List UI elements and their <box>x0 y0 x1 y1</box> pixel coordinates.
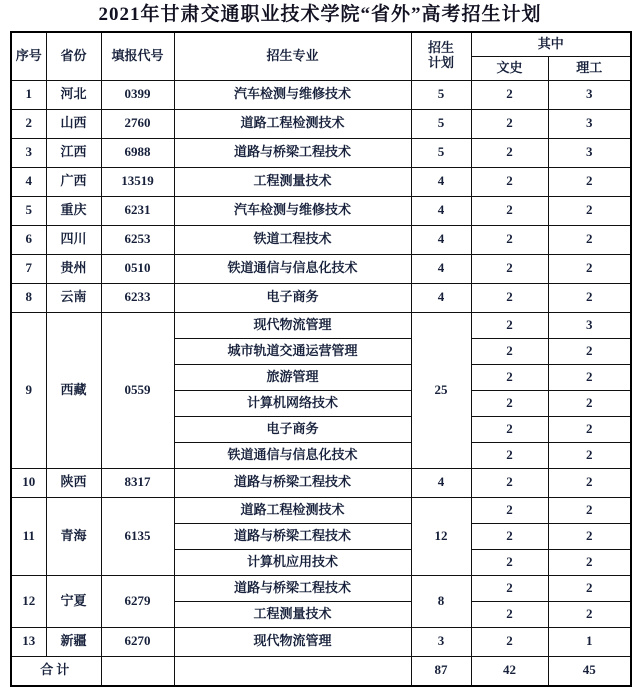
table-row <box>11 468 631 497</box>
cell-liberal: 2 <box>471 167 548 196</box>
cell-index: 11 <box>11 497 46 575</box>
cell-index: 12 <box>11 575 46 627</box>
cell-major: 道路工程检测技术 <box>174 109 411 138</box>
cell-liberal: 2 <box>471 283 548 312</box>
cell-major: 城市轨道交通运营管理 <box>174 338 411 364</box>
cell-province: 四川 <box>46 225 101 254</box>
cell-major: 工程测量技术 <box>174 601 411 627</box>
cell-code: 0399 <box>101 80 174 109</box>
cell-plan: 8 <box>411 575 471 627</box>
cell-plan: 4 <box>411 196 471 225</box>
column-header-plan-line2: 计划 <box>427 55 454 71</box>
cell-major: 铁道通信与信息化技术 <box>174 254 411 283</box>
cell-province: 陕西 <box>46 468 101 497</box>
cell-index: 9 <box>11 312 46 468</box>
cell-major: 现代物流管理 <box>174 627 411 656</box>
cell-science: 2 <box>548 575 631 601</box>
cell-science: 3 <box>548 109 631 138</box>
cell-index: 2 <box>11 109 46 138</box>
cell-code: 0510 <box>101 254 174 283</box>
cell-liberal: 2 <box>471 338 548 364</box>
column-header-plan-line1: 招生 <box>427 40 454 56</box>
cell-major: 道路与桥梁工程技术 <box>174 138 411 167</box>
cell-liberal: 2 <box>471 390 548 416</box>
cell-liberal: 2 <box>471 442 548 468</box>
cell-index: 4 <box>11 167 46 196</box>
cell-index: 1 <box>11 80 46 109</box>
cell-code: 6231 <box>101 196 174 225</box>
cell-plan: 4 <box>411 254 471 283</box>
cell-science: 2 <box>548 283 631 312</box>
cell-major: 道路工程检测技术 <box>174 497 411 523</box>
cell-province: 西藏 <box>46 312 101 468</box>
cell-liberal: 2 <box>471 225 548 254</box>
cell-total-science: 45 <box>548 656 631 686</box>
cell-major: 现代物流管理 <box>174 312 411 338</box>
cell-major: 计算机应用技术 <box>174 549 411 575</box>
cell-liberal: 2 <box>471 312 548 338</box>
cell-major: 铁道工程技术 <box>174 225 411 254</box>
cell-major: 铁道通信与信息化技术 <box>174 442 411 468</box>
cell-science: 2 <box>548 254 631 283</box>
cell-science: 2 <box>548 549 631 575</box>
cell-plan: 5 <box>411 109 471 138</box>
cell-code: 6988 <box>101 138 174 167</box>
cell-index: 13 <box>11 627 46 656</box>
column-header-plan <box>411 32 471 80</box>
table-row <box>11 283 631 312</box>
cell-province: 宁夏 <box>46 575 101 627</box>
cell-index: 5 <box>11 196 46 225</box>
cell-code: 6279 <box>101 575 174 627</box>
table-row <box>11 225 631 254</box>
cell-total-label: 合计 <box>11 656 101 686</box>
cell-liberal: 2 <box>471 109 548 138</box>
cell-province: 江西 <box>46 138 101 167</box>
cell-code: 2760 <box>101 109 174 138</box>
cell-code: 0559 <box>101 312 174 468</box>
cell-province: 广西 <box>46 167 101 196</box>
table-row <box>11 627 631 656</box>
column-header-major: 招生专业 <box>174 32 411 80</box>
column-header-among: 其中 <box>471 32 631 56</box>
cell-code: 6270 <box>101 627 174 656</box>
cell-liberal: 2 <box>471 497 548 523</box>
cell-science: 3 <box>548 138 631 167</box>
cell-province: 河北 <box>46 80 101 109</box>
cell-liberal: 2 <box>471 468 548 497</box>
cell-liberal: 2 <box>471 138 548 167</box>
cell-science: 2 <box>548 338 631 364</box>
cell-code: 6253 <box>101 225 174 254</box>
cell-code: 6135 <box>101 497 174 575</box>
cell-major: 道路与桥梁工程技术 <box>174 575 411 601</box>
cell-major: 汽车检测与维修技术 <box>174 196 411 225</box>
cell-plan: 25 <box>411 312 471 468</box>
cell-science: 3 <box>548 312 631 338</box>
table-row <box>11 138 631 167</box>
cell-province: 青海 <box>46 497 101 575</box>
cell-major: 汽车检测与维修技术 <box>174 80 411 109</box>
cell-major: 道路与桥梁工程技术 <box>174 468 411 497</box>
table-row <box>11 312 631 338</box>
cell-plan: 5 <box>411 138 471 167</box>
column-header-province: 省份 <box>46 32 101 80</box>
cell-index: 3 <box>11 138 46 167</box>
cell-science: 2 <box>548 601 631 627</box>
column-header-index: 序号 <box>11 32 46 80</box>
table-container <box>0 31 640 687</box>
cell-index: 8 <box>11 283 46 312</box>
cell-province: 重庆 <box>46 196 101 225</box>
cell-code: 6233 <box>101 283 174 312</box>
cell-province: 山西 <box>46 109 101 138</box>
column-header-science: 理工 <box>548 56 631 80</box>
cell-index: 10 <box>11 468 46 497</box>
cell-science: 2 <box>548 364 631 390</box>
table-row <box>11 196 631 225</box>
cell-liberal: 2 <box>471 254 548 283</box>
cell-science: 2 <box>548 416 631 442</box>
column-header-code: 填报代号 <box>101 32 174 80</box>
table-row <box>11 109 631 138</box>
cell-liberal: 2 <box>471 196 548 225</box>
cell-total-liberal: 42 <box>471 656 548 686</box>
cell-science: 2 <box>548 523 631 549</box>
cell-index: 7 <box>11 254 46 283</box>
cell-science: 2 <box>548 196 631 225</box>
cell-index: 6 <box>11 225 46 254</box>
admission-plan-table <box>10 31 632 687</box>
cell-science: 2 <box>548 497 631 523</box>
cell-liberal: 2 <box>471 523 548 549</box>
cell-code: 8317 <box>101 468 174 497</box>
cell-major: 电子商务 <box>174 283 411 312</box>
cell-major: 计算机网络技术 <box>174 390 411 416</box>
header-row-1 <box>11 32 631 56</box>
cell-plan: 4 <box>411 283 471 312</box>
cell-plan: 3 <box>411 627 471 656</box>
cell-province: 云南 <box>46 283 101 312</box>
cell-province: 新疆 <box>46 627 101 656</box>
cell-science: 3 <box>548 80 631 109</box>
cell-liberal: 2 <box>471 575 548 601</box>
cell-science: 1 <box>548 627 631 656</box>
cell-science: 2 <box>548 390 631 416</box>
cell-plan: 4 <box>411 468 471 497</box>
cell-plan: 12 <box>411 497 471 575</box>
cell-plan: 4 <box>411 167 471 196</box>
table-row <box>11 254 631 283</box>
cell-liberal: 2 <box>471 364 548 390</box>
cell-liberal: 2 <box>471 549 548 575</box>
column-header-liberal: 文史 <box>471 56 548 80</box>
table-body <box>11 80 631 686</box>
cell-liberal: 2 <box>471 601 548 627</box>
cell-province: 贵州 <box>46 254 101 283</box>
cell-science: 2 <box>548 167 631 196</box>
cell-plan: 4 <box>411 225 471 254</box>
cell-liberal: 2 <box>471 80 548 109</box>
cell-liberal: 2 <box>471 416 548 442</box>
table-row <box>11 80 631 109</box>
page-title: 2021年甘肃交通职业技术学院“省外”高考招生计划 <box>98 4 542 25</box>
cell-liberal: 2 <box>471 627 548 656</box>
cell-major: 旅游管理 <box>174 364 411 390</box>
cell-science: 2 <box>548 225 631 254</box>
cell-major: 电子商务 <box>174 416 411 442</box>
table-row <box>11 575 631 601</box>
cell-science: 2 <box>548 442 631 468</box>
cell-total-plan: 87 <box>411 656 471 686</box>
cell-major: 道路与桥梁工程技术 <box>174 523 411 549</box>
cell-science: 2 <box>548 468 631 497</box>
table-row <box>11 167 631 196</box>
cell-major: 工程测量技术 <box>174 167 411 196</box>
table-header <box>11 32 631 80</box>
cell-code: 13519 <box>101 167 174 196</box>
table-row <box>11 497 631 523</box>
cell-plan: 5 <box>411 80 471 109</box>
